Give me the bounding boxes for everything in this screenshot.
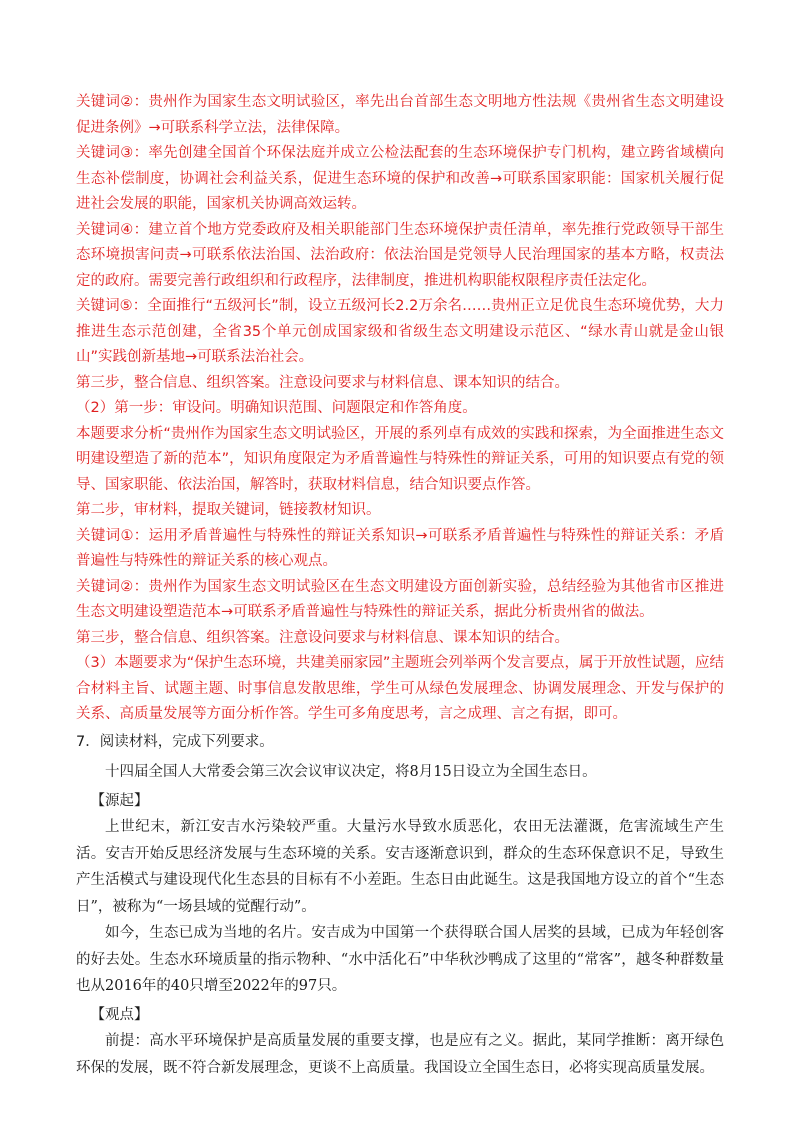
analysis-keyword-5: 关键词⑤：全面推行“五级河长”制，设立五级河长2.2万余名……贵州正立足优良生态环境优势，大力推进生态示范创建，全省35个单元创成国家级和省级生态文明建设示范区、“绿水青山就是金山银山”实践创新基地→可联系法治社会。 — [76, 298, 724, 365]
part2-description: 本题要求分析“贵州作为国家生态文明试验区，开展的系列卓有成效的实践和探索，为全面推进生态文明建设塑造了新的范本”，知识角度限定为矛盾普遍性与特殊性的辩证关系，可用的知识要点有党的领导、国家职能、依法治国，解答时，获取材料信息，结合知识要点作答。 — [76, 425, 724, 493]
origin-heading: 【源起】 — [90, 792, 149, 809]
view-heading: 【观点】 — [90, 1006, 149, 1023]
part3-analysis: （3）本题要求为“保护生态环境，共建美丽家园”主题班会列举两个发言要点，属于开放性试题，应结合材料主旨、试题主题、时事信息发散思维，学生可从绿色发展理念、协调发展理念、开发与保护的关系、高质量发展等方面分析作答。学生可多角度思考，言之成理、言之有据，即可。 — [76, 655, 724, 722]
answer-analysis — [76, 90, 724, 728]
part2-step-3: 第三步，整合信息、组织答案。注意设问要求与材料信息、课本知识的结合。 — [76, 629, 569, 646]
question-title: 7．阅读材料，完成下列要求。 — [76, 733, 274, 750]
origin-paragraph-2: 如今，生态已成为当地的名片。安吉成为中国第一个获得联合国人居奖的县域，已成为年轻创客的好去处。生态水环境质量的指示物种、“水中活化石”中华秋沙鸭成了这里的“常客”，越冬种群数量也从2016年的40只增至2022年的97只。 — [76, 925, 724, 994]
question-7 — [76, 730, 724, 1082]
part2-keyword-2: 关键词②：贵州作为国家生态文明试验区在生态文明建设方面创新实验，总结经验为其他省市区推进生态文明建设塑造范本→可联系矛盾普遍性与特殊性的辩证关系，据此分析贵州省的做法。 — [76, 578, 724, 620]
analysis-keyword-2: 关键词②：贵州作为国家生态文明试验区，率先出台首部生态文明地方性法规《贵州省生态文明建设促进条例》→可联系科学立法，法律保障。 — [76, 94, 724, 136]
analysis-keyword-4: 关键词④：建立首个地方党委政府及相关职能部门生态环境保护责任清单，率先推行党政领导干部生态环境损害问责→可联系依法治国、法治政府：依法治国是党领导人民治理国家的基本方略，权责法定的政府。需要完善行政组织和行政程序，法律制度，推进机构职能权限程序责任法定化。 — [76, 221, 724, 289]
origin-paragraph-1: 上世纪末，新江安吉水污染较严重。大量污水导致水质恶化，农田无法灌溉，危害流域生产生活。安吉开始反思经济发展与生态环境的关系。安吉逐渐意识到，群众的生态环保意识不足，导致生产生活模式与建设现代化生态县的目标有不小差距。生态日由此诞生。这是我国地方设立的首个“生态日”，被称为“一场县域的觉醒行动”。 — [76, 819, 724, 915]
analysis-keyword-3: 关键词③：率先创建全国首个环保法庭并成立公检法配套的生态环境保护专门机构，建立跨省域横向生态补偿制度，协调社会利益关系，促进生态环境的保护和改善→可联系国家职能：国家机关履行促进社会发展的职能，国家机关协调高效运转。 — [76, 145, 724, 212]
view-paragraph-1: 前提：高水平环境保护是高质量发展的重要支撑，也是应有之义。据此，某同学推断：离开绿色环保的发展，既不符合新发展理念，更谈不上高质量。我国设立全国生态日，必将实现高质量发展。 — [76, 1033, 724, 1076]
analysis-step-3: 第三步，整合信息、组织答案。注意设问要求与材料信息、课本知识的结合。 — [76, 374, 569, 391]
material-intro: 十四届全国人大常委会第三次会议审议决定，将8月15日设立为全国生态日。 — [105, 764, 597, 780]
part2-step-2: 第二步，审材料，提取关键词，链接教材知识。 — [76, 502, 381, 518]
part2-keyword-1: 关键词①：运用矛盾普遍性与特殊性的辩证关系知识→可联系矛盾普遍性与特殊性的辩证关系：矛盾普遍性与特殊性的辩证关系的核心观点。 — [76, 527, 724, 569]
part2-step-1: （2）第一步：审设问。明确知识范围、问题限定和作答角度。 — [76, 400, 477, 416]
